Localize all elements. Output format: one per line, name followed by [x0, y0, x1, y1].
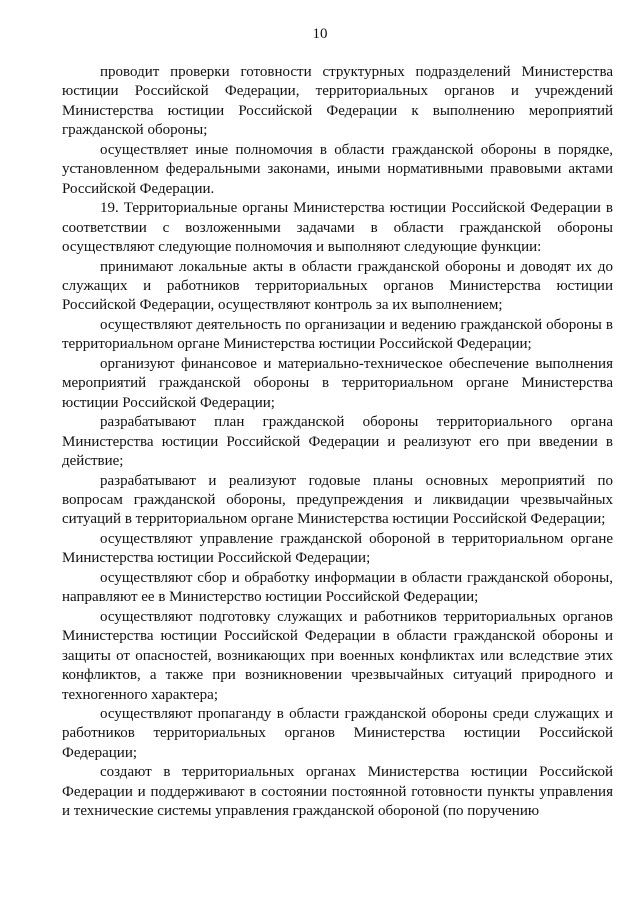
paragraph-10: осуществляют сбор и обработку информации в области гражданской обороны, направляют ее в Министерство юстиции Российской Федерации;	[62, 569, 613, 606]
paragraph-8: разрабатывают и реализуют годовые планы основных мероприятий по вопросам гражданской обороны, предупреждения и ликвидации чрезвычайных ситуаций в территориальном органе Министерства юстиции Российской Федерации;	[62, 472, 613, 528]
paragraph-3-item-19: 19. Территориальные органы Министерства юстиции Российской Федерации в соответствии с возложенными задачами в области гражданской обороны осуществляют следующие полномочия и выполняют следующие функции:	[62, 200, 613, 256]
document-body	[62, 63, 613, 822]
paragraph-7: разрабатывают план гражданской обороны территориального органа Министерства юстиции Российской Федерации и реализуют его при введении в действие;	[62, 414, 613, 470]
paragraph-4: принимают локальные акты в области гражданской обороны и доводят их до служащих и работников территориальных органов Министерства юстиции Российской Федерации, осуществляют контроль за их выполнением;	[62, 258, 613, 314]
paragraph-9: осуществляют управление гражданской обороной в территориальном органе Министерства юстиции Российской Федерации;	[62, 530, 613, 567]
paragraph-13: создают в территориальных органах Министерства юстиции Российской Федерации и поддерживают в состоянии постоянной готовности пункты управления и технические системы управления гражданской обороной (по поручению	[62, 764, 613, 820]
paragraph-5: осуществляют деятельность по организации и ведению гражданской обороны в территориальном органе Министерства юстиции Российской Федерации;	[62, 316, 613, 353]
paragraph-6: организуют финансовое и материально-техническое обеспечение выполнения мероприятий гражданской обороны в территориальном органе Министерства юстиции Российской Федерации;	[62, 355, 613, 411]
page-number: 10	[312, 26, 328, 42]
paragraph-1: проводит проверки готовности структурных подразделений Министерства юстиции Российской Федерации, территориальных органов и учреждений Министерства юстиции Российской Федерации к выполнению мероприятий гражданской обороны;	[62, 64, 613, 139]
paragraph-2: осуществляет иные полномочия в области гражданской обороны в порядке, установленном федеральными законами, иными нормативными правовыми актами Российской Федерации.	[62, 141, 613, 197]
paragraph-11: осуществляют подготовку служащих и работников территориальных органов Министерства юстиции Российской Федерации в области гражданской обороны и защиты от опасностей, возникающих при военных конфликтах или вследствие этих конфликтов, а также при возникновении чрезвычайных ситуаций природного и техногенного характера;	[62, 608, 613, 703]
paragraph-12: осуществляют пропаганду в области гражданской обороны среди служащих и работников территориальных органов Министерства юстиции Российской Федерации;	[62, 705, 613, 761]
